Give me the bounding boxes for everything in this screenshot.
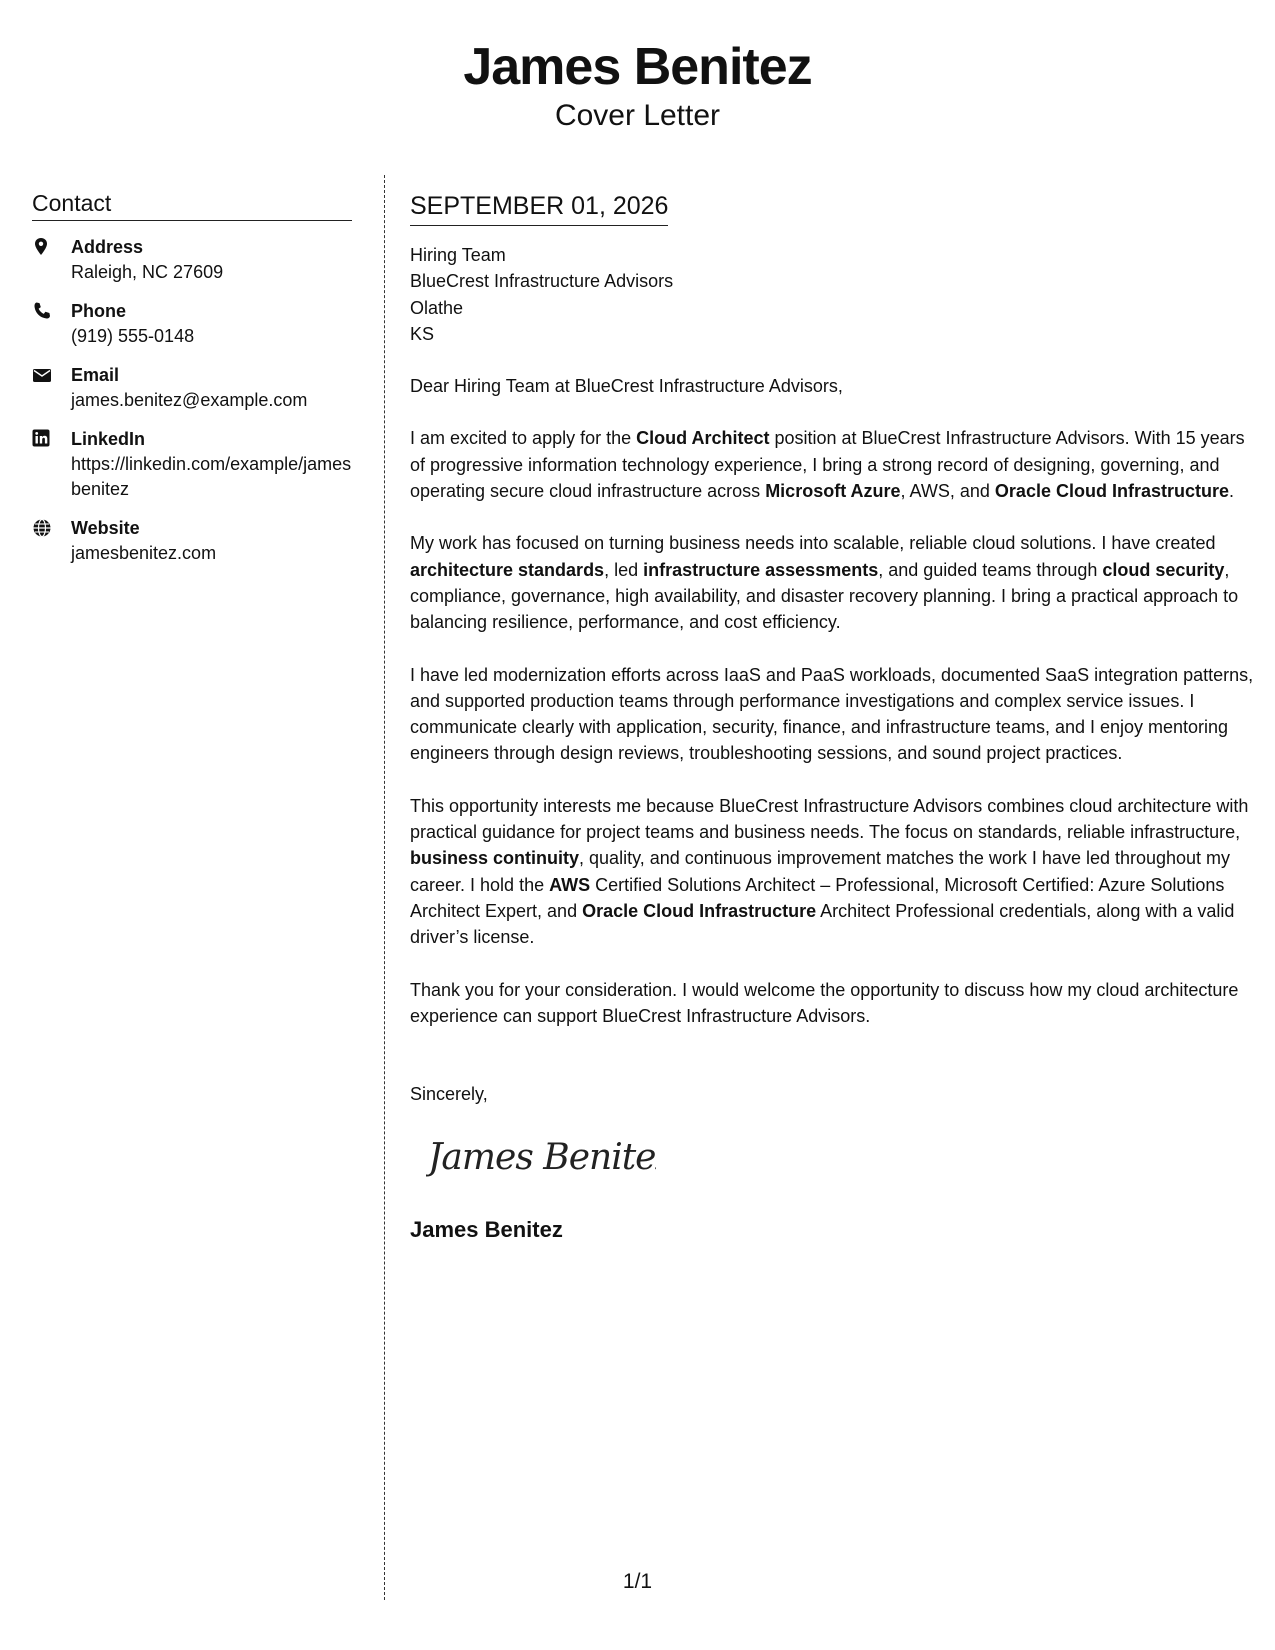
paragraph-text: , compliance, governance, high availability, and disaster recovery planning. I bring a practical approach to balancing resilience, performance, and cost efficiency. (410, 559, 1239, 633)
svg-text:James Benitez: James Benitez (428, 1137, 656, 1179)
closing: Sincerely, (410, 1084, 488, 1105)
letter-paragraph (410, 977, 1255, 1030)
recipient-line: Olathe (410, 297, 464, 318)
phone-value: (919) 555-0148 (71, 326, 195, 346)
paragraph-text: Architect Professional credentials, along with a valid driver’s license. (410, 900, 1235, 948)
envelope-icon (32, 363, 71, 413)
paragraph-text: Certified Solutions Architect – Professional, Microsoft Certified: Azure Solutions Architect Expert, and (410, 874, 1225, 921)
letter-paragraph (410, 530, 1255, 635)
recipient-line: Hiring Team (410, 245, 506, 265)
paragraph-text: , AWS, and (900, 481, 995, 502)
letter-paragraphs (410, 425, 1255, 1029)
letter-body (410, 190, 1255, 1243)
paragraph-text: , and guided teams through (878, 559, 1103, 580)
column-divider (384, 175, 385, 1600)
emphasis-text: AWS (549, 874, 591, 895)
emphasis-text: infrastructure assessments (643, 559, 879, 580)
salutation: Dear Hiring Team at BlueCrest Infrastructure Advisors, (410, 376, 843, 397)
emphasis-text: business continuity (410, 848, 580, 869)
contact-label: Address (71, 237, 144, 257)
contact-heading: Contact (32, 190, 352, 221)
letter-date: SEPTEMBER 01, 2026 (410, 190, 668, 226)
recipient-line: KS (410, 323, 435, 344)
letter-paragraph (410, 793, 1255, 951)
contact-label: Website (71, 518, 140, 538)
emphasis-text: Microsoft Azure (765, 481, 901, 502)
recipient-line: BlueCrest Infrastructure Advisors (410, 271, 674, 292)
location-pin-icon (32, 235, 71, 285)
contact-label: LinkedIn (71, 429, 146, 449)
linkedin-value[interactable]: https://linkedin.com/example/jamesbenitez (71, 454, 352, 499)
emphasis-text: Cloud Architect (636, 428, 770, 449)
paragraph-text: I have led modernization efforts across IaaS and PaaS workloads, documented SaaS integration patterns, and supported production teams through performance investigations and complex service issues. I communicate clearly with application, security, finance, and infrastructure teams, and I enjoy mentoring engineers through design reviews, troubleshooting sessions, and sound project practices. (410, 664, 1254, 764)
email-value[interactable]: james.benitez@example.com (71, 390, 308, 410)
linkedin-icon (32, 427, 71, 502)
contact-sidebar (32, 190, 352, 566)
contact-item-website (32, 516, 352, 566)
emphasis-text: architecture standards (410, 559, 605, 580)
contact-label: Email (71, 365, 120, 385)
paragraph-text: . (1228, 481, 1234, 502)
signature-image (426, 1131, 1255, 1190)
contact-item-linkedin (32, 427, 352, 502)
contact-label: Phone (71, 301, 127, 321)
paragraph-text: , quality, and continuous improvement matches the work I have led throughout my career. I hold the (410, 848, 1231, 895)
page-number: 1/1 (622, 1570, 653, 1593)
paragraph-text: Thank you for your consideration. I would welcome the opportunity to discuss how my cloud architecture experience can support BlueCrest Infrastructure Advisors. (410, 979, 1239, 1026)
letter-paragraph (410, 425, 1255, 504)
paragraph-text: I am excited to apply for the (410, 428, 637, 449)
contact-item-phone (32, 299, 352, 349)
document-subtitle: Cover Letter (554, 99, 721, 132)
phone-icon (32, 299, 71, 349)
recipient-block (410, 242, 1255, 347)
contact-item-address (32, 235, 352, 285)
paragraph-text: position at BlueCrest Infrastructure Advisors. With 15 years of progressive information technology experience, I bring a strong record of designing, governing, and operating secure cloud infrastructure across (410, 428, 1245, 502)
globe-icon (32, 516, 71, 566)
paragraph-text: This opportunity interests me because BlueCrest Infrastructure Advisors combines cloud architecture with practical guidance for project teams and business needs. The focus on standards, reliable infrastructure, (410, 795, 1249, 843)
signer-name: James Benitez (410, 1216, 563, 1242)
paragraph-text: My work has focused on turning business needs into scalable, reliable cloud solutions. I have created (410, 533, 1216, 554)
address-value: Raleigh, NC 27609 (71, 262, 224, 282)
contact-item-email (32, 363, 352, 413)
letter-header (0, 36, 1275, 134)
website-value[interactable]: jamesbenitez.com (71, 543, 217, 563)
letter-paragraph (410, 662, 1255, 767)
applicant-name: James Benitez (463, 38, 812, 96)
paragraph-text: , led (604, 559, 644, 580)
emphasis-text: Oracle Cloud Infrastructure (994, 481, 1229, 502)
emphasis-text: Oracle Cloud Infrastructure (582, 900, 817, 921)
emphasis-text: cloud security (1102, 559, 1225, 580)
